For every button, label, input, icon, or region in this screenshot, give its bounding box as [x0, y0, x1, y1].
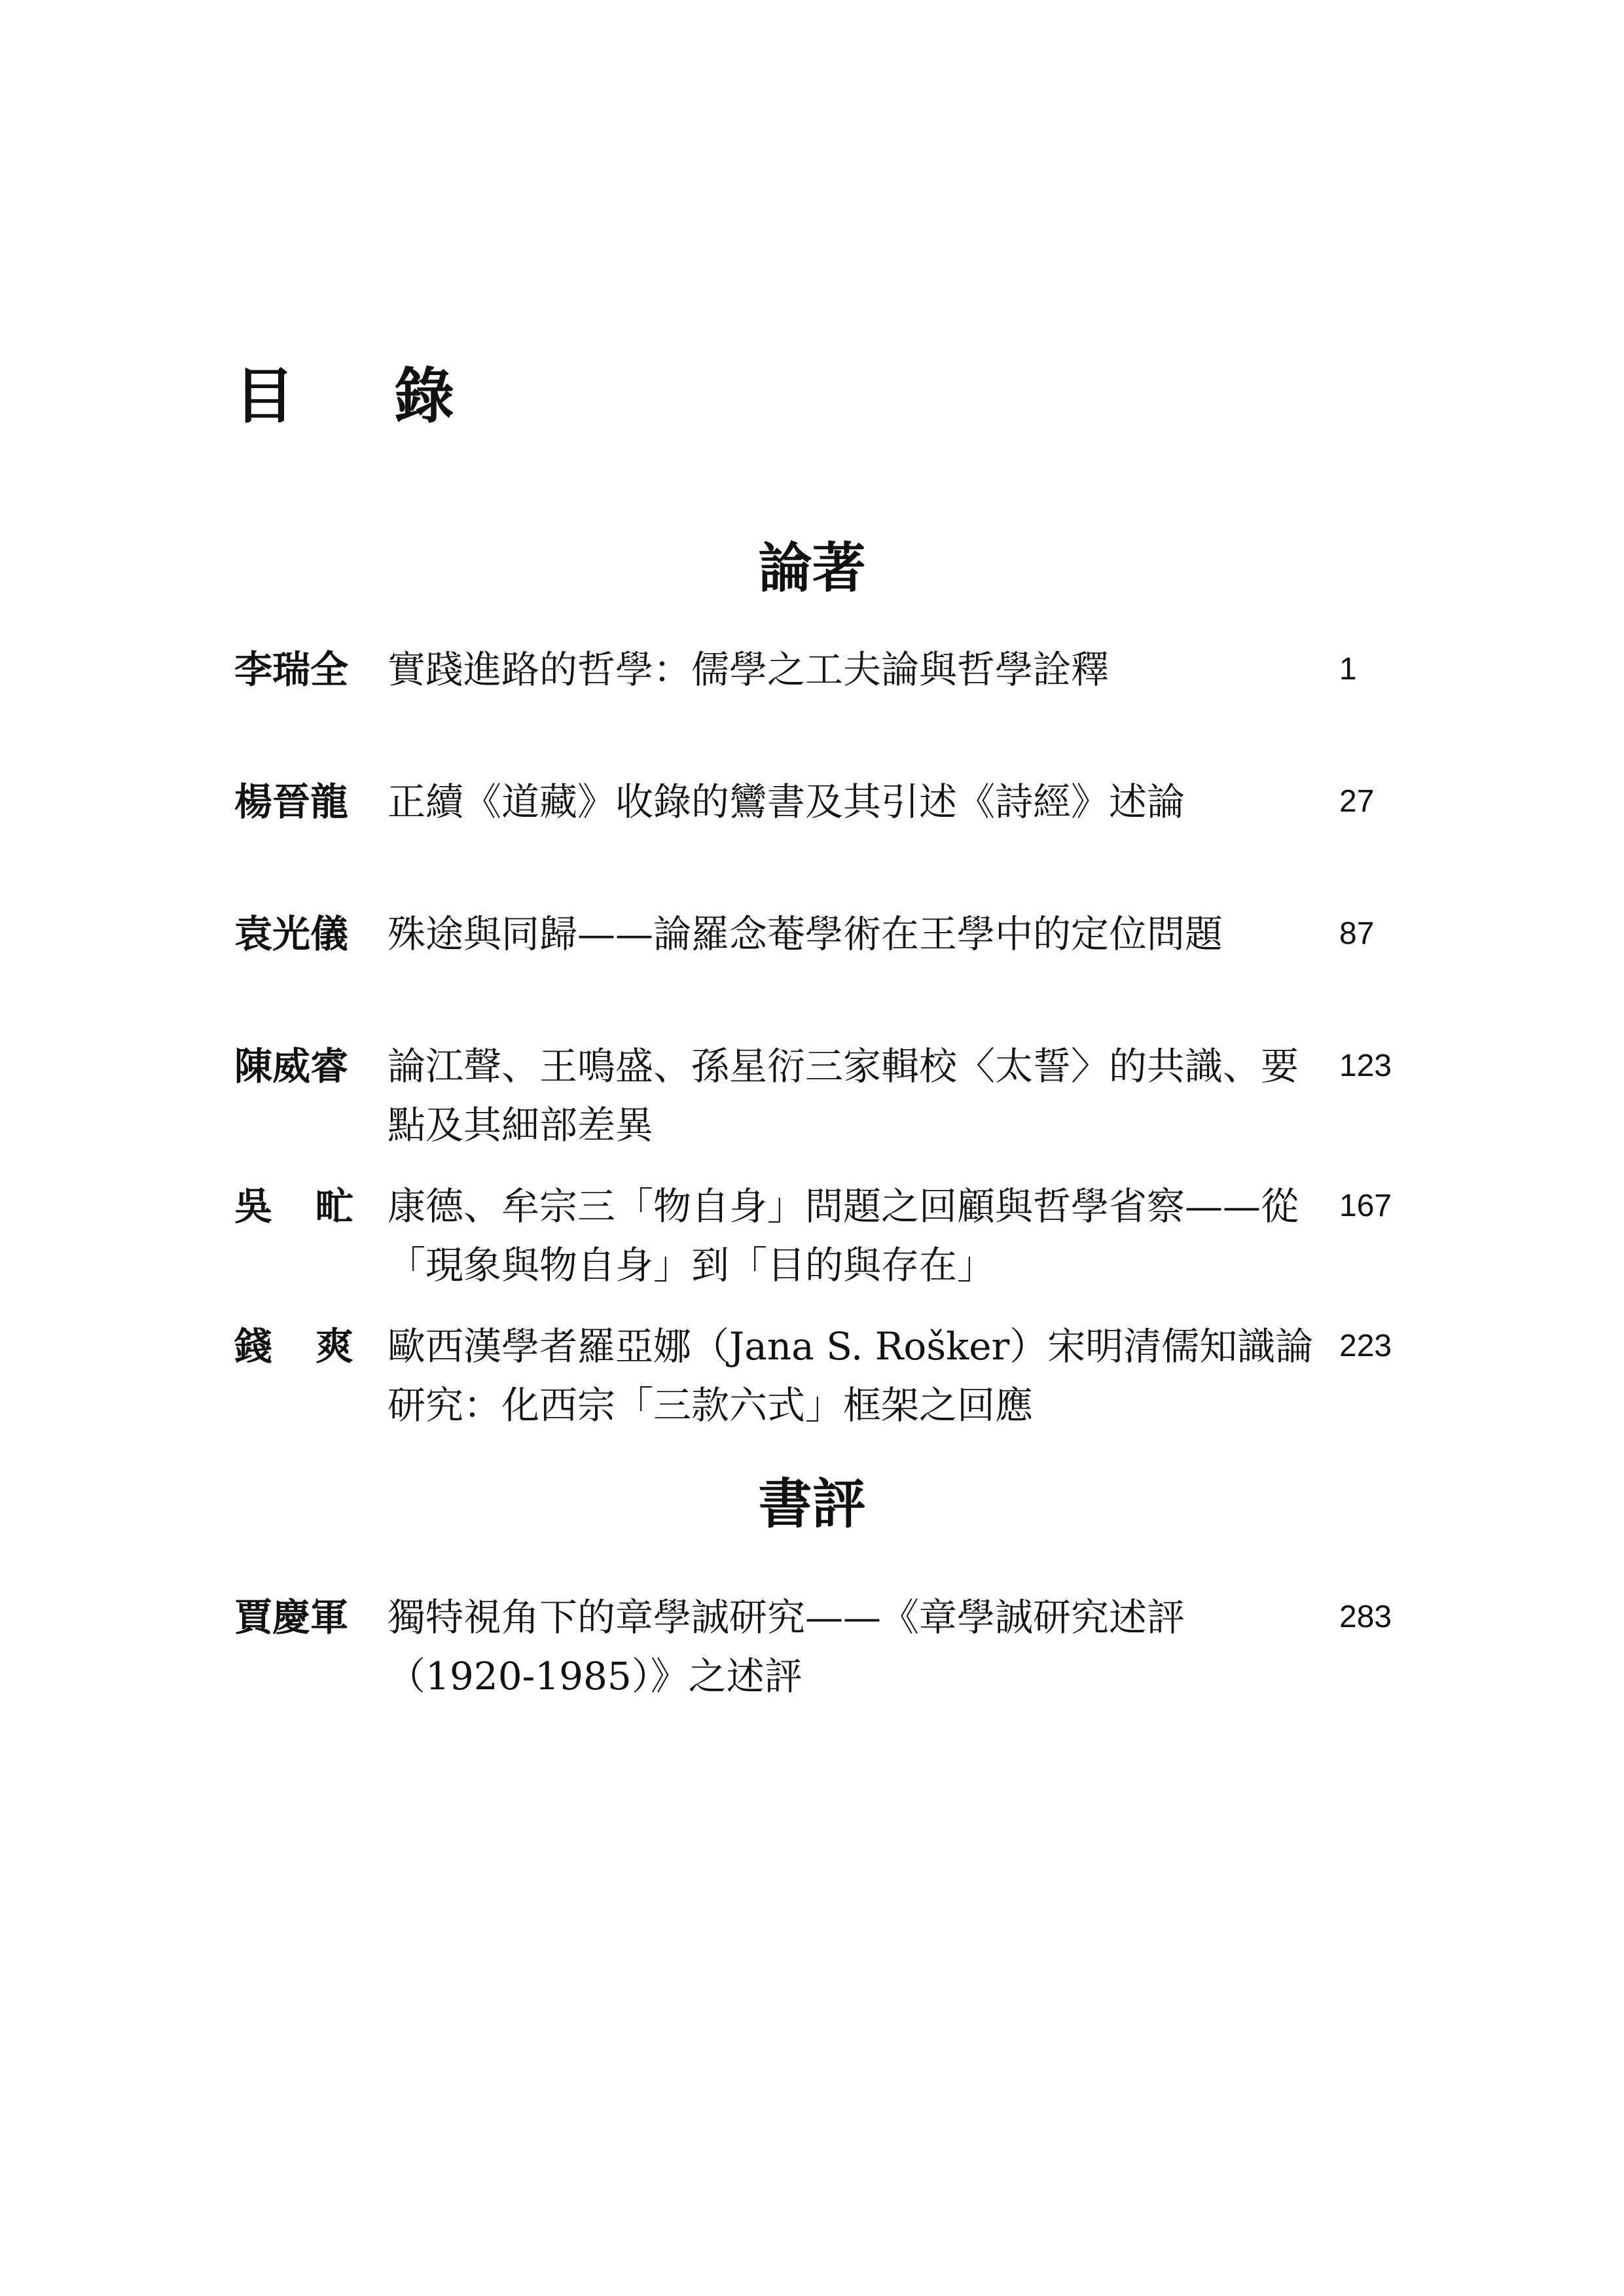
entry-page-number: 223: [1339, 1329, 1392, 1363]
entry-author: 李瑞全: [234, 647, 349, 692]
entry-author: 賈慶軍: [234, 1595, 349, 1640]
entry-page-number: 27: [1339, 784, 1375, 819]
entry-author: 袁光儀: [234, 912, 349, 956]
entry-title[interactable]: 歐西漢學者羅亞娜（Jana S. Rošker）宋明清儒知識論研究：化西宗「三款六式」框架之回應: [388, 1324, 1314, 1427]
entry-title[interactable]: 正續《道藏》收錄的鸞書及其引述《詩經》述論: [388, 780, 1185, 824]
entry-page-number: 283: [1339, 1600, 1392, 1634]
entry-author-char: 甿: [315, 1184, 353, 1229]
entry-author: [234, 1317, 353, 1376]
section-heading-lunzhu: 論著: [758, 537, 866, 600]
entry-page-number: 167: [1339, 1189, 1392, 1223]
entry-author: [234, 1177, 353, 1236]
entry-author: 陳威睿: [234, 1044, 349, 1088]
entry-author: 楊晉龍: [234, 780, 349, 824]
entry-title[interactable]: 獨特視角下的章學誠研究——《章學誠研究述評（1920-1985）》之述評: [388, 1595, 1185, 1698]
entry-page-number: 1: [1339, 652, 1357, 687]
entry-title[interactable]: 實踐進路的哲學：儒學之工夫論與哲學詮釋: [388, 647, 1110, 692]
entry-page-number: 87: [1339, 916, 1375, 951]
entry-author-char: 錢: [234, 1324, 273, 1369]
section-heading-shuping: 書評: [758, 1473, 866, 1535]
entry-title[interactable]: 殊途與同歸——論羅念菴學術在王學中的定位問題: [388, 912, 1223, 956]
entry-author-char: 吳: [234, 1184, 273, 1229]
toc-title: 目 錄: [234, 361, 494, 431]
entry-author-char: 爽: [315, 1324, 353, 1369]
entry-title[interactable]: 康德、牟宗三「物自身」問題之回顧與哲學省察——從「現象與物自身」到「目的與存在」: [388, 1184, 1299, 1287]
entry-page-number: 123: [1339, 1049, 1392, 1083]
entry-title[interactable]: 論江聲、王鳴盛、孫星衍三家輯校〈太誓〉的共識、要點及其細部差異: [388, 1044, 1299, 1147]
